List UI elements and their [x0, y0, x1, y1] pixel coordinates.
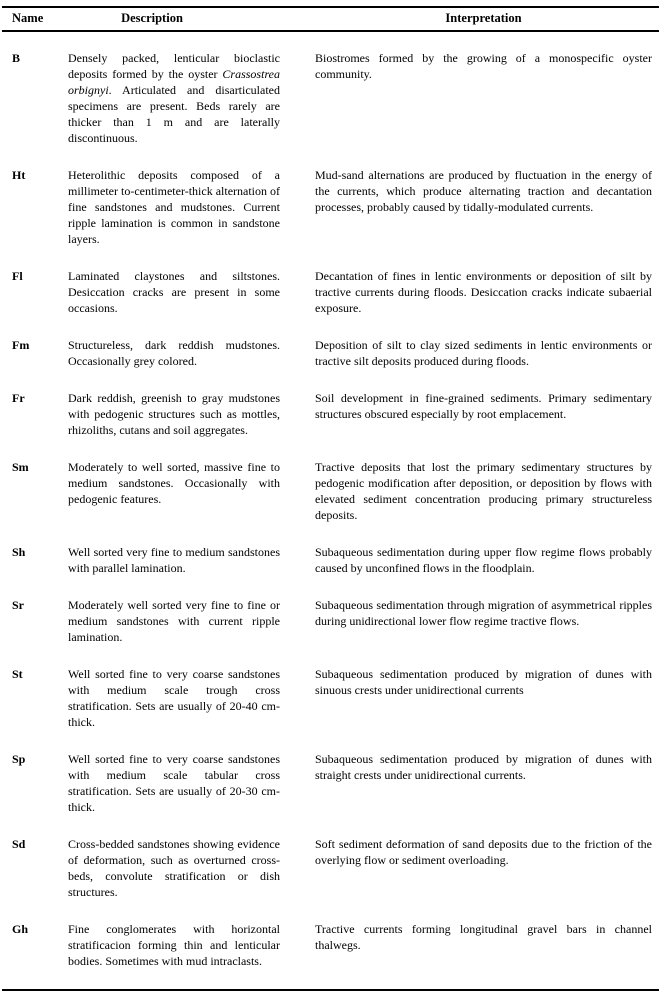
- description-text: Fine conglomerates with horizontal stratificacion forming thin and lenticular bodies. Sometimes with mud intraclasts.: [68, 922, 280, 968]
- table-row: [2, 336, 659, 389]
- species-name-italic: Crassostrea orbignyi: [68, 67, 280, 97]
- facies-description: [67, 596, 314, 665]
- facies-code: St: [12, 667, 23, 681]
- facies-table-body: [2, 31, 659, 990]
- facies-interpretation: Soft sediment deformation of sand deposits due to the friction of the overlying flow or sediment overloading.: [315, 837, 652, 867]
- column-header-description: Description: [67, 7, 314, 31]
- table-row: [2, 31, 659, 166]
- facies-interpretation: Subaqueous sedimentation during upper flow regime flows probably caused by unconfined flows in the floodplain.: [315, 545, 652, 575]
- facies-code: Gh: [12, 922, 29, 936]
- facies-description: [67, 267, 314, 336]
- facies-code: Sr: [12, 598, 24, 612]
- facies-code: Fr: [12, 391, 25, 405]
- description-text: . Articulated and disarticulated specimens are present. Beds rarely are thicker than 1 m and are laterally discontinuous.: [68, 83, 280, 145]
- facies-interpretation: Deposition of silt to clay sized sediments in lentic environments or tractive silt deposits produced during floods.: [315, 338, 652, 368]
- table-row: [2, 267, 659, 336]
- description-text: Heterolithic deposits composed of a millimeter to-centimeter-thick alternation of fine sandstones and mudstones. Current ripple lamination is common in sandstone layers.: [68, 168, 281, 246]
- facies-code: Sm: [12, 460, 29, 474]
- description-text: Dark reddish, greenish to gray mudstones with pedogenic structures such as mottles, rhizoliths, cutans and soil aggregates.: [68, 391, 280, 437]
- description-text: Laminated claystones and siltstones. Desiccation cracks are present in some occasions.: [68, 269, 280, 315]
- facies-description: [67, 665, 314, 750]
- facies-interpretation: Subaqueous sedimentation produced by migration of dunes with sinuous crests under unidirectional currents: [315, 667, 652, 697]
- facies-description: [67, 336, 314, 389]
- description-text: Cross-bedded sandstones showing evidence of deformation, such as overturned cross-beds, convolute stratification or dish structures.: [68, 837, 280, 899]
- table-row: [2, 458, 659, 543]
- facies-description: [67, 389, 314, 458]
- table-row: [2, 750, 659, 835]
- column-header-interpretation: Interpretation: [314, 7, 659, 31]
- facies-description: [67, 166, 314, 267]
- facies-code: Ht: [12, 168, 26, 182]
- facies-description: [67, 835, 314, 920]
- facies-interpretation: Biostromes formed by the growing of a monospecific oyster community.: [315, 51, 652, 81]
- description-text: Well sorted very fine to medium sandstones with parallel lamination.: [68, 545, 280, 575]
- facies-interpretation: Mud-sand alternations are produced by fluctuation in the energy of the currents, which produce alternating traction and decantation processes, probably caused by tidally-modulated currents.: [315, 168, 652, 214]
- facies-interpretation: Soil development in fine-grained sediments. Primary sedimentary structures obscured especially by root emplacement.: [315, 391, 652, 421]
- description-text: Structureless, dark reddish mudstones. Occasionally grey colored.: [68, 338, 280, 368]
- table-row: [2, 596, 659, 665]
- facies-table: [2, 6, 659, 991]
- facies-interpretation: Tractive deposits that lost the primary sedimentary structures by pedogenic modification after deposition, or deposition by flows with elevated sediment concentration producing primary structureless deposits.: [315, 460, 652, 522]
- description-text: Well sorted fine to very coarse sandstones with medium scale tabular cross stratification. Sets are usually of 20-30 cm-thick.: [68, 752, 280, 814]
- facies-code: Fl: [12, 269, 23, 283]
- facies-description: [67, 750, 314, 835]
- facies-description: [67, 31, 314, 166]
- facies-interpretation: Subaqueous sedimentation produced by migration of dunes with straight crests under unidirectional currents.: [315, 752, 652, 782]
- facies-interpretation: Tractive currents forming longitudinal gravel bars in channel thalwegs.: [315, 922, 652, 952]
- facies-code: Fm: [12, 338, 30, 352]
- facies-code: Sd: [12, 837, 26, 851]
- facies-interpretation: Subaqueous sedimentation through migration of asymmetrical ripples during unidirectional lower flow regime tractive flows.: [315, 598, 652, 628]
- table-row: [2, 665, 659, 750]
- description-text: Moderately to well sorted, massive fine to medium sandstones. Occasionally with pedogenic features.: [68, 460, 280, 506]
- table-row: [2, 835, 659, 920]
- facies-description: [67, 543, 314, 596]
- facies-interpretation: Decantation of fines in lentic environments or deposition of silt by tractive currents during floods. Desiccation cracks indicate subaerial exposure.: [315, 269, 652, 315]
- column-header-name: Name: [2, 7, 67, 31]
- facies-table-header: [2, 7, 659, 31]
- table-row: [2, 543, 659, 596]
- facies-code: Sh: [12, 545, 26, 559]
- header-row: [2, 7, 659, 31]
- facies-code: B: [12, 51, 21, 65]
- table-row: [2, 389, 659, 458]
- table-row: [2, 166, 659, 267]
- facies-code: Sp: [12, 752, 26, 766]
- description-text: Densely packed, lenticular bioclastic deposits formed by the oyster: [68, 51, 280, 81]
- table-row: [2, 920, 659, 990]
- facies-description: [67, 920, 314, 990]
- facies-description: [67, 458, 314, 543]
- description-text: Well sorted fine to very coarse sandstones with medium scale trough cross stratification. Sets are usually of 20-40 cm-thick.: [68, 667, 280, 729]
- description-text: Moderately well sorted very fine to fine or medium sandstones with current ripple lamination.: [68, 598, 280, 644]
